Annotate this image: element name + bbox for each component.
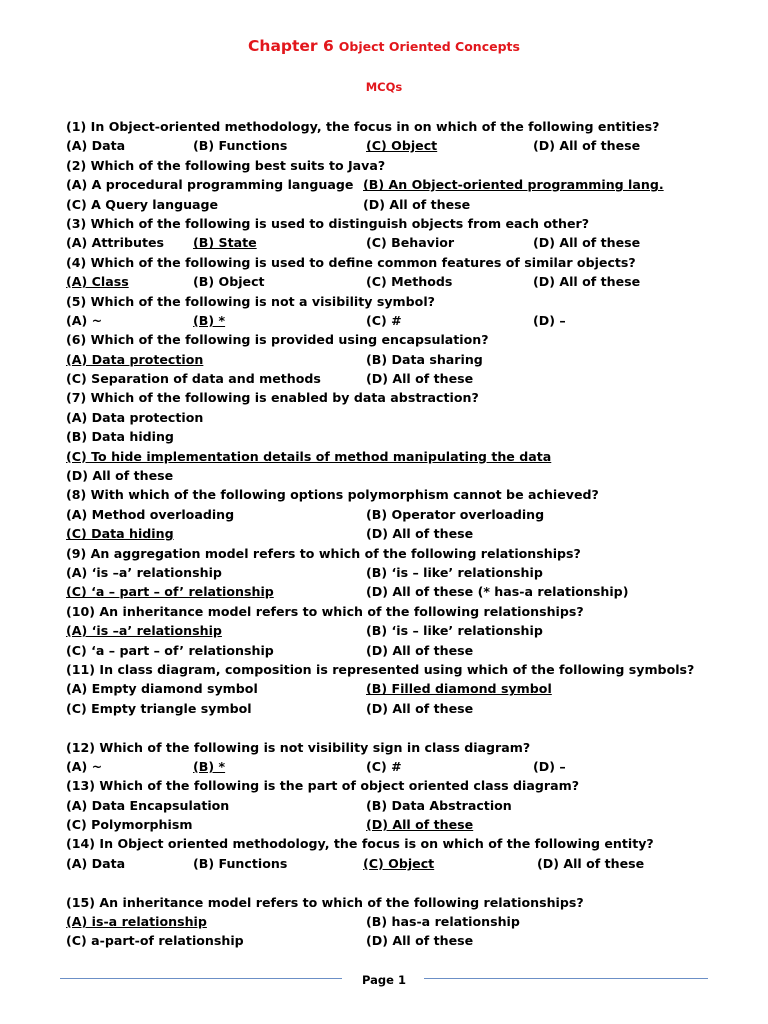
options-row bbox=[66, 136, 746, 155]
question-text bbox=[66, 253, 746, 272]
option: (A) ‘is –a’ relationship bbox=[66, 564, 222, 580]
options-row bbox=[66, 272, 746, 291]
option: (D) – bbox=[533, 758, 566, 774]
question-text bbox=[66, 738, 746, 757]
chapter-subtitle: Object Oriented Concepts bbox=[338, 39, 520, 54]
option: (D) All of these bbox=[537, 855, 645, 871]
option: (C) ‘a – part – of’ relationship bbox=[66, 642, 274, 658]
options-row bbox=[66, 195, 746, 214]
question-stem: (7) Which of the following is enabled by data abstraction? bbox=[66, 390, 479, 406]
options-row bbox=[66, 466, 746, 485]
option: (B) Object bbox=[193, 274, 265, 290]
answer-option: (A) Data protection bbox=[66, 351, 204, 367]
question-stem: (3) Which of the following is used to distinguish objects from each other? bbox=[66, 215, 590, 231]
option: (B) has-a relationship bbox=[366, 914, 520, 930]
options-row bbox=[66, 912, 746, 931]
answer-option: (C) Data hiding bbox=[66, 526, 174, 542]
blank-line bbox=[66, 718, 746, 737]
options-row bbox=[66, 563, 746, 582]
option: (A) A procedural programming language bbox=[66, 177, 354, 193]
answer-option: (B) State bbox=[193, 235, 257, 251]
option: (B) ‘is – like’ relationship bbox=[366, 564, 543, 580]
question-stem: (10) An inheritance model refers to which of the following relationships? bbox=[66, 603, 584, 619]
option: (B) ‘is – like’ relationship bbox=[366, 623, 543, 639]
options-row bbox=[66, 641, 746, 660]
option: (A) Data bbox=[66, 855, 126, 871]
option: (D) All of these bbox=[366, 371, 474, 387]
options-row bbox=[66, 699, 746, 718]
option: (D) All of these bbox=[366, 700, 474, 716]
question-stem: (2) Which of the following best suits to Java? bbox=[66, 157, 386, 173]
question-text bbox=[66, 117, 746, 136]
question-stem: (4) Which of the following is used to define common features of similar objects? bbox=[66, 254, 636, 270]
option: (B) Functions bbox=[193, 138, 288, 154]
option: (C) Polymorphism bbox=[66, 817, 193, 833]
option: (A) Attributes bbox=[66, 235, 164, 251]
question-stem: (13) Which of the following is the part of object oriented class diagram? bbox=[66, 778, 580, 794]
option: (C) a-part-of relationship bbox=[66, 933, 244, 949]
footer-rule-right bbox=[424, 978, 708, 979]
options-row bbox=[66, 447, 746, 466]
option: (A) Data bbox=[66, 138, 126, 154]
answer-option: (C) Object bbox=[366, 138, 438, 154]
option: (C) Empty triangle symbol bbox=[66, 700, 252, 716]
options-row bbox=[66, 524, 746, 543]
option: (B) Operator overloading bbox=[366, 506, 545, 522]
options-row bbox=[66, 582, 746, 601]
question-text bbox=[66, 544, 746, 563]
options-row bbox=[66, 369, 746, 388]
options-row bbox=[66, 931, 746, 950]
option: (A) ~ bbox=[66, 312, 103, 328]
option: (B) Data sharing bbox=[366, 351, 483, 367]
question-text bbox=[66, 485, 746, 504]
options-row bbox=[66, 505, 746, 524]
question-stem: (1) In Object-oriented methodology, the focus in on which of the following entities? bbox=[66, 119, 660, 134]
answer-option: (C) ‘a – part – of’ relationship bbox=[66, 584, 274, 600]
question-text bbox=[66, 776, 746, 795]
question-stem: (15) An inheritance model refers to which of the following relationships? bbox=[66, 894, 584, 910]
answer-option: (A) is-a relationship bbox=[66, 914, 207, 930]
option: (D) All of these bbox=[363, 196, 471, 212]
options-row bbox=[66, 796, 746, 815]
answer-option: (A) Class bbox=[66, 274, 129, 290]
option: (D) All of these (* has-a relationship) bbox=[366, 584, 629, 600]
answer-option: (A) ‘is –a’ relationship bbox=[66, 623, 222, 639]
options-row bbox=[66, 621, 746, 640]
option: (C) Methods bbox=[366, 274, 453, 290]
section-heading: MCQs bbox=[365, 80, 403, 94]
option: (C) Behavior bbox=[366, 235, 455, 251]
option: (C) A Query language bbox=[66, 196, 219, 212]
option: (D) All of these bbox=[66, 468, 174, 484]
option: (A) Empty diamond symbol bbox=[66, 681, 258, 697]
question-text bbox=[66, 388, 746, 407]
options-row bbox=[66, 408, 746, 427]
blank-line bbox=[66, 873, 746, 892]
options-row bbox=[66, 350, 746, 369]
options-row bbox=[66, 233, 746, 252]
page-title bbox=[0, 36, 768, 55]
option: (D) All of these bbox=[533, 274, 641, 290]
question-text bbox=[66, 214, 746, 233]
question-stem: (5) Which of the following is not a visibility symbol? bbox=[66, 293, 435, 309]
option: (B) Data Abstraction bbox=[366, 797, 512, 813]
answer-option: (C) To hide implementation details of method manipulating the data bbox=[66, 448, 552, 464]
option: (D) All of these bbox=[366, 642, 474, 658]
question-stem: (14) In Object oriented methodology, the focus is on which of the following entity? bbox=[66, 836, 654, 852]
option: (D) All of these bbox=[366, 526, 474, 542]
option: (D) All of these bbox=[366, 933, 474, 949]
question-stem: (6) Which of the following is provided using encapsulation? bbox=[66, 332, 489, 348]
option: (D) All of these bbox=[533, 235, 641, 251]
option: (A) Data protection bbox=[66, 409, 204, 425]
option: (B) Data hiding bbox=[66, 429, 174, 445]
option: (C) Separation of data and methods bbox=[66, 371, 321, 387]
question-text bbox=[66, 156, 746, 175]
chapter-title: Chapter 6 bbox=[248, 37, 334, 55]
options-row bbox=[66, 679, 746, 698]
options-row bbox=[66, 815, 746, 834]
question-text bbox=[66, 602, 746, 621]
options-row bbox=[66, 175, 746, 194]
question-text bbox=[66, 292, 746, 311]
option: (C) # bbox=[366, 758, 402, 774]
question-text bbox=[66, 893, 746, 912]
options-row bbox=[66, 427, 746, 446]
options-row bbox=[66, 757, 746, 776]
question-text bbox=[66, 660, 746, 679]
answer-option: (B) * bbox=[193, 758, 226, 774]
answer-option: (D) All of these bbox=[366, 817, 474, 833]
question-stem: (8) With which of the following options polymorphism cannot be achieved? bbox=[66, 487, 599, 503]
question-text bbox=[66, 330, 746, 349]
answer-option: (C) Object bbox=[363, 855, 435, 871]
option: (C) # bbox=[366, 312, 402, 328]
option: (D) All of these bbox=[533, 138, 641, 154]
option: (A) ~ bbox=[66, 758, 103, 774]
option: (A) Method overloading bbox=[66, 506, 235, 522]
answer-option: (B) * bbox=[193, 312, 226, 328]
question-stem: (12) Which of the following is not visibility sign in class diagram? bbox=[66, 739, 531, 755]
option: (A) Data Encapsulation bbox=[66, 797, 230, 813]
options-row bbox=[66, 311, 746, 330]
question-text bbox=[66, 834, 746, 853]
option: (D) – bbox=[533, 312, 566, 328]
options-row bbox=[66, 854, 746, 873]
question-list bbox=[66, 117, 746, 951]
answer-option: (B) Filled diamond symbol bbox=[366, 681, 552, 697]
question-stem: (11) In class diagram, composition is represented using which of the following symbols? bbox=[66, 661, 695, 677]
option: (B) Functions bbox=[193, 855, 288, 871]
page-number: Page 1 bbox=[362, 973, 406, 987]
answer-option: (B) An Object-oriented programming lang. bbox=[363, 177, 664, 193]
question-stem: (9) An aggregation model refers to which of the following relationships? bbox=[66, 545, 581, 561]
